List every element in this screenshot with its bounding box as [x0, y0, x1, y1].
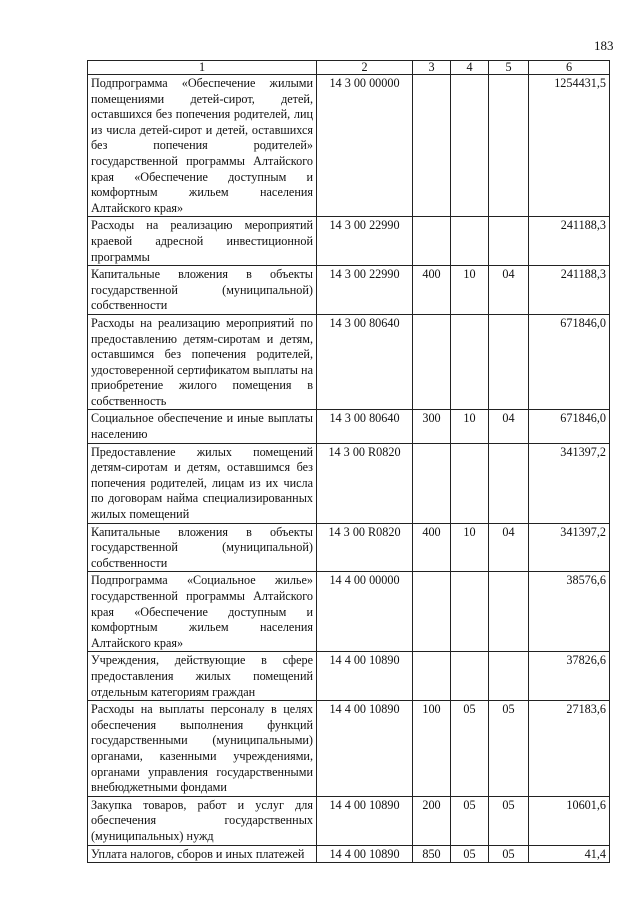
row-code: 14 4 00 10890: [317, 652, 413, 701]
row-code: 14 3 00 22990: [317, 217, 413, 266]
row-pr: [489, 443, 529, 523]
column-header: 2: [317, 61, 413, 75]
row-pr: 05: [489, 845, 529, 863]
row-pr: 04: [489, 410, 529, 443]
row-code: 14 3 00 R0820: [317, 443, 413, 523]
row-vr: [413, 443, 451, 523]
row-name: Капитальные вложения в объекты государственной (муниципальной) собственности: [88, 266, 317, 315]
row-vr: 100: [413, 701, 451, 797]
row-pr: [489, 572, 529, 652]
row-rz: [451, 217, 489, 266]
table-row: [88, 652, 610, 701]
row-vr: [413, 217, 451, 266]
row-vr: 300: [413, 410, 451, 443]
row-amount: 241188,3: [529, 217, 610, 266]
table-row: [88, 701, 610, 797]
row-code: 14 3 00 80640: [317, 410, 413, 443]
row-code: 14 3 00 R0820: [317, 523, 413, 572]
column-header: 6: [529, 61, 610, 75]
page-number: 183: [594, 38, 614, 53]
table-row: [88, 217, 610, 266]
row-code: 14 4 00 10890: [317, 845, 413, 863]
table-row: [88, 410, 610, 443]
row-code: 14 3 00 22990: [317, 266, 413, 315]
row-vr: 200: [413, 796, 451, 845]
row-name: Учреждения, действующие в сфере предоставления жилых помещений отдельным категориям граждан: [88, 652, 317, 701]
table-row: [88, 845, 610, 863]
column-header: 1: [88, 61, 317, 75]
table-row: [88, 266, 610, 315]
table-row: [88, 523, 610, 572]
row-rz: [451, 314, 489, 410]
table-row: [88, 75, 610, 217]
row-amount: 341397,2: [529, 443, 610, 523]
table-row: [88, 443, 610, 523]
row-name: Закупка товаров, работ и услуг для обеспечения государственных (муниципальных) нужд: [88, 796, 317, 845]
row-code: 14 3 00 80640: [317, 314, 413, 410]
row-amount: 341397,2: [529, 523, 610, 572]
row-name: Подпрограмма «Социальное жилье» государственной программы Алтайского края «Обеспечение доступным и комфортным жильем населения Алтайского края»: [88, 572, 317, 652]
row-pr: 05: [489, 796, 529, 845]
row-amount: 1254431,5: [529, 75, 610, 217]
row-name: Расходы на выплаты персоналу в целях обеспечения выполнения функций государственными (муниципальными) органами, казенными учреждениями, органами управления государственными внебюджетными фондами: [88, 701, 317, 797]
row-amount: 241188,3: [529, 266, 610, 315]
row-amount: 27183,6: [529, 701, 610, 797]
table-row: [88, 314, 610, 410]
row-vr: 850: [413, 845, 451, 863]
row-amount: 671846,0: [529, 314, 610, 410]
row-vr: 400: [413, 266, 451, 315]
row-vr: 400: [413, 523, 451, 572]
row-vr: [413, 75, 451, 217]
row-name: Уплата налогов, сборов и иных платежей: [88, 845, 317, 863]
row-pr: 04: [489, 266, 529, 315]
budget-table: [87, 60, 610, 863]
row-name: Расходы на реализацию мероприятий краевой адресной инвестиционной программы: [88, 217, 317, 266]
row-rz: 10: [451, 266, 489, 315]
row-vr: [413, 572, 451, 652]
row-code: 14 4 00 10890: [317, 701, 413, 797]
row-amount: 671846,0: [529, 410, 610, 443]
table-row: [88, 572, 610, 652]
row-pr: [489, 314, 529, 410]
row-name: Предоставление жилых помещений детям-сиротам и детям, оставшимся без попечения родителей, лицам из их числа по договорам найма специализированных жилых помещений: [88, 443, 317, 523]
header-row: [88, 61, 610, 75]
column-header: 4: [451, 61, 489, 75]
row-amount: 37826,6: [529, 652, 610, 701]
row-rz: 05: [451, 845, 489, 863]
row-vr: [413, 314, 451, 410]
row-amount: 38576,6: [529, 572, 610, 652]
row-name: Капитальные вложения в объекты государственной (муниципальной) собственности: [88, 523, 317, 572]
row-pr: [489, 217, 529, 266]
row-vr: [413, 652, 451, 701]
row-rz: [451, 652, 489, 701]
row-rz: [451, 75, 489, 217]
column-header: 3: [413, 61, 451, 75]
row-rz: 05: [451, 796, 489, 845]
row-name: Расходы на реализацию мероприятий по предоставлению детям-сиротам и детям, оставшимся без попечения родителей, удостоверенной сертификатом выплаты на приобретение жилого помещения в собственность: [88, 314, 317, 410]
row-rz: 05: [451, 701, 489, 797]
row-name: Подпрограмма «Обеспечение жилыми помещениями детей-сирот, детей, оставшихся без попечения родителей, лиц из числа детей-сирот и детей, оставшихся без попечения родителей» государственной программы Алтайского края «Обеспечение доступным и комфортным жильем населения Алтайского края»: [88, 75, 317, 217]
row-code: 14 4 00 10890: [317, 796, 413, 845]
row-name: Социальное обеспечение и иные выплаты населению: [88, 410, 317, 443]
column-header: 5: [489, 61, 529, 75]
row-amount: 41,4: [529, 845, 610, 863]
row-code: 14 4 00 00000: [317, 572, 413, 652]
row-code: 14 3 00 00000: [317, 75, 413, 217]
row-pr: [489, 652, 529, 701]
row-pr: [489, 75, 529, 217]
row-pr: 05: [489, 701, 529, 797]
row-rz: [451, 572, 489, 652]
row-rz: 10: [451, 410, 489, 443]
row-rz: [451, 443, 489, 523]
row-pr: 04: [489, 523, 529, 572]
table-row: [88, 796, 610, 845]
row-amount: 10601,6: [529, 796, 610, 845]
row-rz: 10: [451, 523, 489, 572]
